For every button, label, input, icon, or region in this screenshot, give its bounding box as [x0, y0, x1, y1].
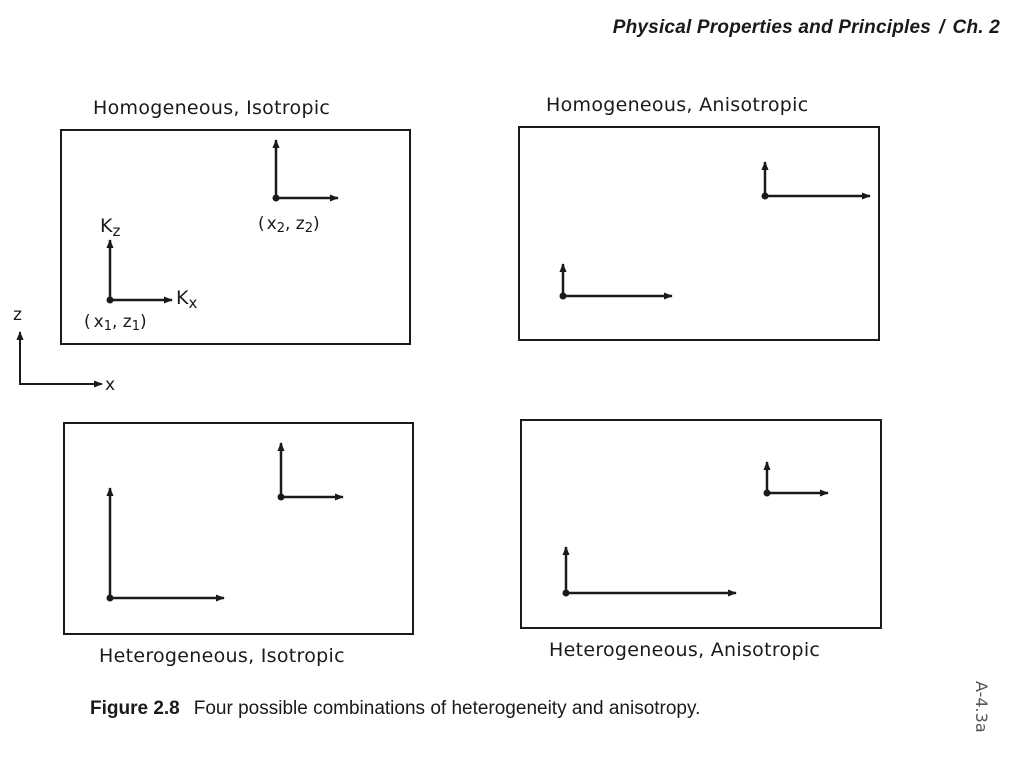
conductivity-vectors-panel-4 [563, 462, 829, 597]
kx-label: $K_x$ [176, 287, 198, 312]
figure-caption-text: Four possible combinations of heterogeneity and anisotropy. [193, 698, 701, 719]
figure-number: Figure 2.8 [90, 698, 180, 719]
point-1-coordinates: ( x1, z1) [84, 312, 147, 334]
running-head-chapter: Ch. 2 [952, 17, 1000, 38]
running-head-separator: / [939, 17, 945, 38]
point-2-coordinates: ( x2, z2) [258, 214, 320, 236]
running-head-title: Physical Properties and Principles [612, 17, 932, 38]
panel-label-homogeneous-anisotropic: Homogeneous, Anisotropic [546, 94, 809, 116]
margin-handwritten-note [970, 673, 1004, 753]
panel-label-heterogeneous-anisotropic: Heterogeneous, Anisotropic [549, 639, 821, 661]
panel-label-homogeneous-isotropic: Homogeneous, Isotropic [93, 97, 331, 119]
kz-label: $K_z$ [100, 215, 121, 240]
conductivity-vectors-panel-1 [84, 140, 338, 334]
x-axis-label: x [105, 375, 116, 395]
axes-corner [20, 336, 100, 384]
z-axis-label: z [13, 305, 22, 325]
panel-label-heterogeneous-isotropic: Heterogeneous, Isotropic [99, 645, 345, 667]
conductivity-vectors-panel-2 [560, 162, 871, 300]
figure-caption [90, 698, 700, 720]
margin-note-text: A-4.3a [972, 681, 991, 733]
conductivity-vectors-panel-3 [107, 443, 344, 602]
